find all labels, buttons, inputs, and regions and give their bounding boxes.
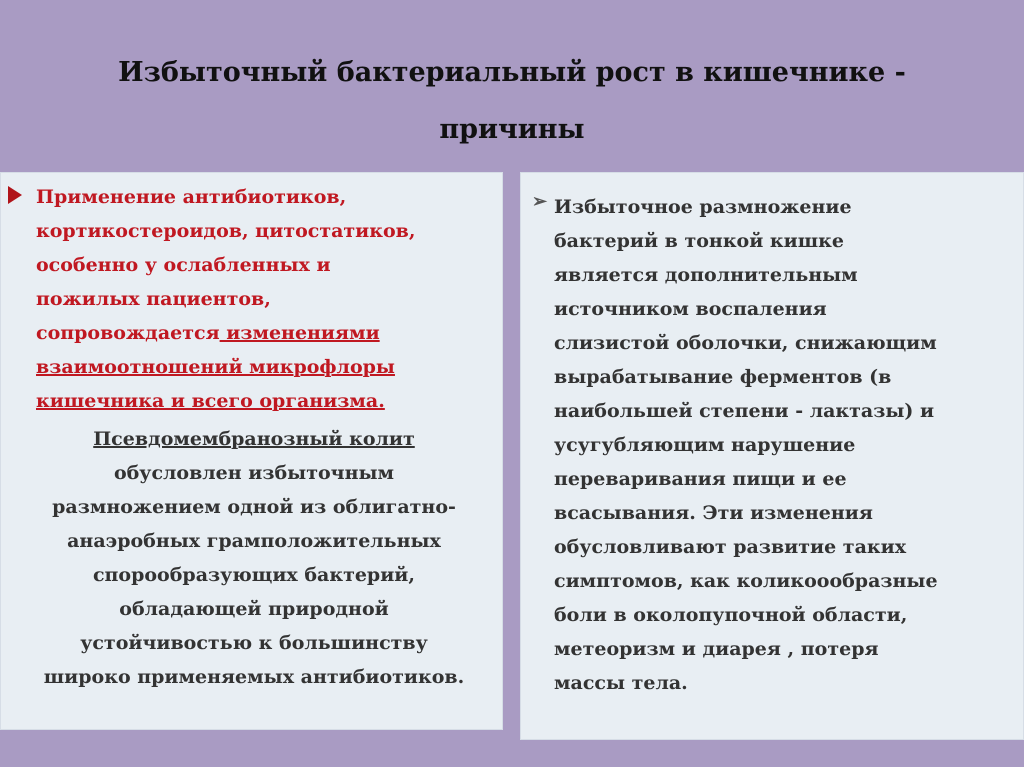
right-line-11: обусловливают развитие таких bbox=[554, 536, 907, 558]
right-line-4: источником воспаления bbox=[554, 298, 827, 320]
right-line-5: слизистой оболочки, снижающим bbox=[554, 332, 937, 354]
right-line-3: является дополнительным bbox=[554, 264, 858, 286]
right-line-1: Избыточное размножение bbox=[554, 196, 852, 218]
slide-title bbox=[0, 44, 1024, 158]
right-line-6: вырабатывание ферментов (в bbox=[554, 366, 892, 388]
colitis-line-6: устойчивостью к большинству bbox=[80, 632, 428, 654]
arrow-bullet-text bbox=[554, 190, 938, 700]
colitis-line-2: размножением одной из облигатно- bbox=[52, 496, 456, 518]
red-line-7: кишечника и всего организма. bbox=[36, 390, 385, 412]
red-underlined-text: изменениями bbox=[219, 322, 380, 344]
red-line-1: Применение антибиотиков, bbox=[36, 186, 347, 208]
triangle-bullet-icon bbox=[8, 186, 22, 204]
red-line-2: кортикостероидов, цитостатиков, bbox=[36, 220, 416, 242]
arrow-bullet-item bbox=[532, 190, 1018, 700]
right-line-8: усугубляющим нарушение bbox=[554, 434, 856, 456]
red-line-5 bbox=[36, 316, 416, 350]
colitis-line-4: спорообразующих бактерий, bbox=[92, 564, 416, 586]
right-line-14: метеоризм и диарея , потеря bbox=[554, 638, 879, 660]
right-line-15: массы тела. bbox=[554, 672, 688, 694]
red-line-4: пожилых пациентов, bbox=[36, 288, 271, 310]
colitis-line-5: обладающей природной bbox=[119, 598, 389, 620]
red-line-5-pre: сопровождается bbox=[36, 322, 220, 344]
right-column bbox=[532, 190, 1018, 700]
slide-title-line-1: Избыточный бактериальный рост в кишечнике - bbox=[118, 57, 906, 88]
colitis-line-3: анаэробных грамположительных bbox=[67, 530, 441, 552]
red-bullet-text bbox=[36, 180, 416, 418]
red-bullet-item bbox=[8, 180, 500, 418]
colitis-heading: Псевдомембранозный колит bbox=[93, 428, 415, 450]
red-line-3: особенно у ослабленных и bbox=[36, 254, 331, 276]
right-line-12: симптомов, как коликоообразные bbox=[554, 570, 938, 592]
left-column bbox=[8, 180, 500, 694]
right-line-2: бактерий в тонкой кишке bbox=[554, 230, 844, 252]
right-line-10: всасывания. Эти изменения bbox=[554, 502, 873, 524]
title-bar bbox=[0, 0, 1024, 170]
slide-title-line-2: причины bbox=[439, 114, 585, 145]
red-line-6: взаимоотношений микрофлоры bbox=[36, 356, 395, 378]
colitis-paragraph bbox=[8, 422, 500, 694]
right-line-9: переваривания пищи и ее bbox=[554, 468, 847, 490]
colitis-line-7: широко применяемых антибиотиков. bbox=[43, 666, 465, 688]
arrow-bullet-icon: ➢ bbox=[532, 191, 548, 212]
right-line-7: наибольшей степени - лактазы) и bbox=[554, 400, 935, 422]
right-line-13: боли в околопупочной области, bbox=[554, 604, 908, 626]
colitis-line-1: обусловлен избыточным bbox=[113, 462, 395, 484]
